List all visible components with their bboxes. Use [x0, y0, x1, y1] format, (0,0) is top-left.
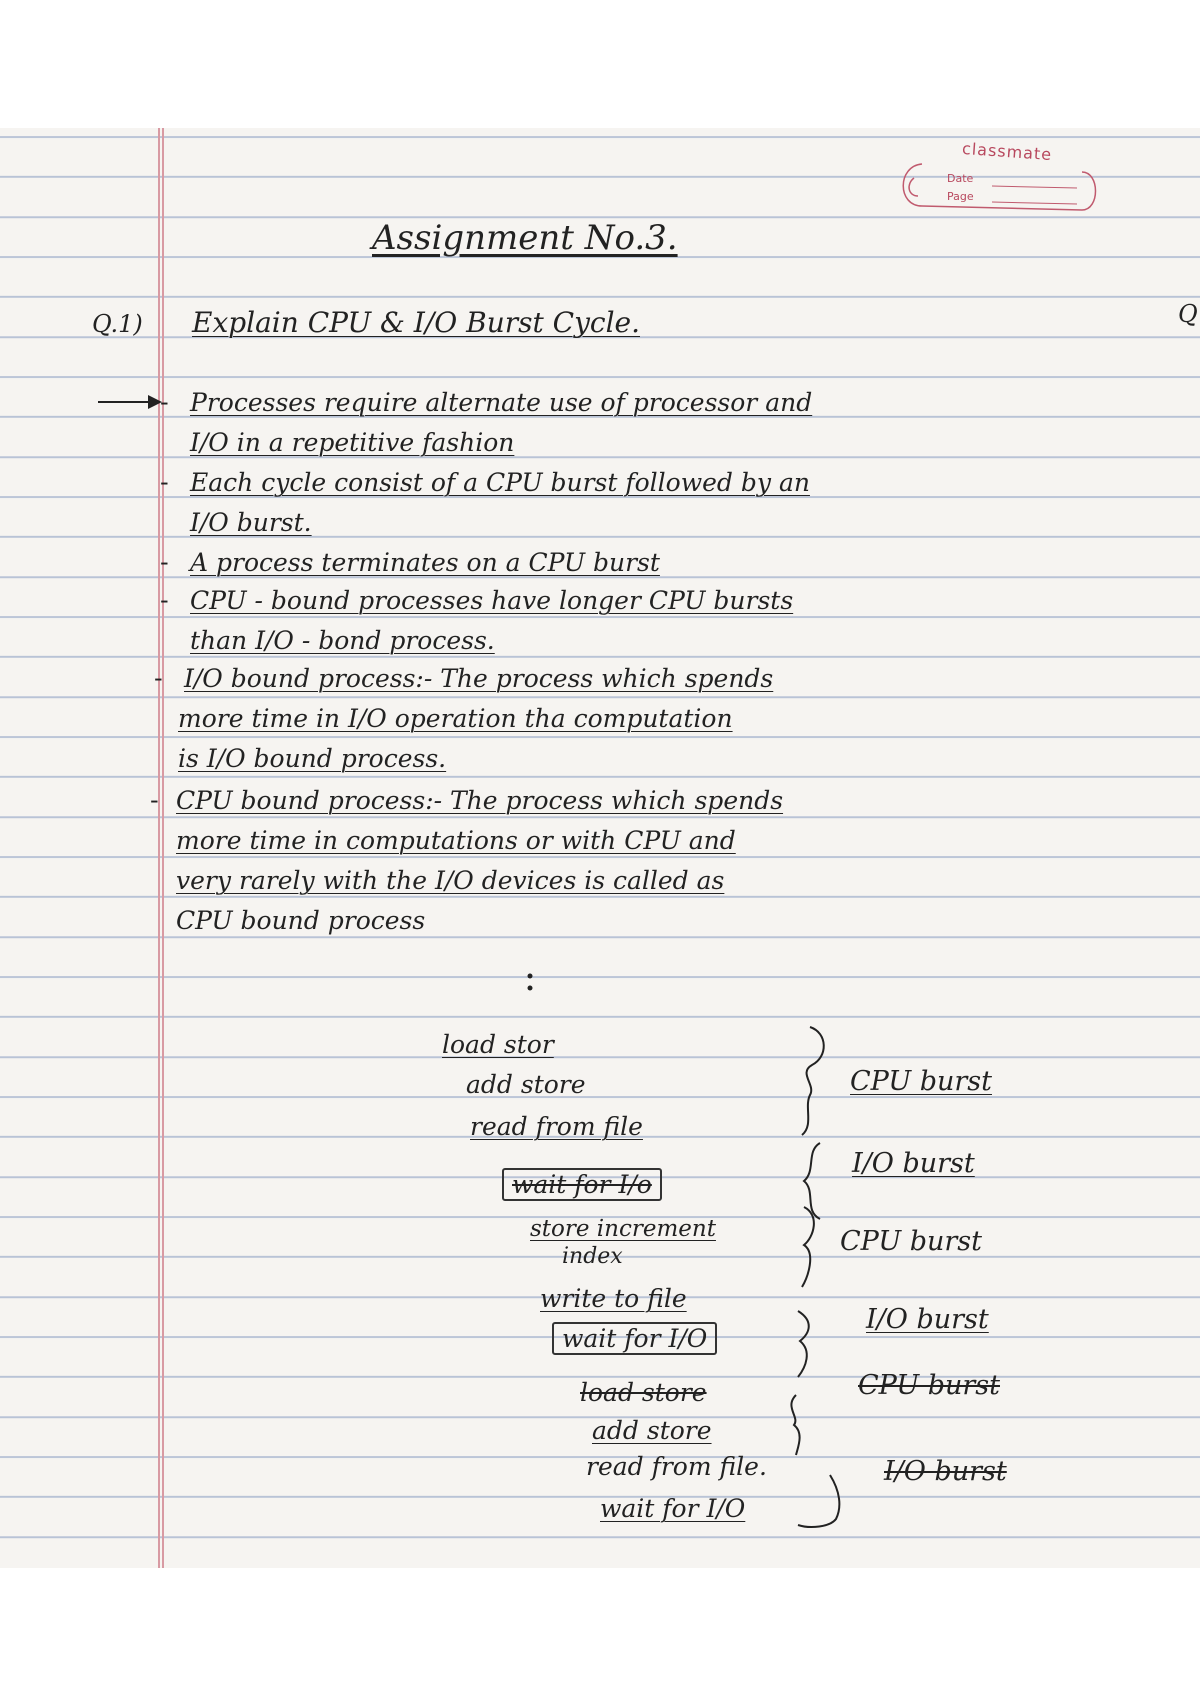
answer-line: Each cycle consist of a CPU burst followed by an [190, 468, 810, 497]
bullet-dash: - [160, 468, 169, 496]
bullet-dash: - [160, 586, 169, 614]
question-number: Q.1) [92, 310, 143, 338]
instruction-wait-box: wait for I/o [502, 1168, 662, 1201]
bullet-dash: - [160, 548, 169, 576]
bullet-dash: - [160, 388, 169, 416]
burst-label: I/O burst [884, 1456, 1007, 1487]
answer-line: is I/O bound process. [178, 744, 447, 773]
next-question-marker: Q [1178, 300, 1198, 328]
instruction-line: read from file [470, 1112, 643, 1141]
margin-line [158, 128, 164, 1568]
answer-line: A process terminates on a CPU burst [190, 548, 660, 577]
instruction-line: add store [466, 1070, 586, 1099]
ellipsis-dots-icon [524, 970, 536, 1000]
instruction-line: read from file. [586, 1452, 767, 1481]
page-title: Assignment No.3. [372, 218, 678, 258]
answer-line: Processes require alternate use of processor and [190, 388, 813, 417]
page-label: Page [947, 190, 974, 203]
burst-label: CPU burst [850, 1066, 992, 1097]
bullet-dash: - [150, 786, 159, 814]
instruction-line: write to file [540, 1284, 687, 1313]
header-ornament-icon [892, 156, 1102, 216]
answer-line: CPU bound process [176, 906, 426, 935]
answer-line: CPU - bound processes have longer CPU bursts [190, 586, 794, 615]
burst-label: CPU burst [858, 1370, 1000, 1401]
answer-line: I/O in a repetitive fashion [190, 428, 515, 457]
notebook-header [892, 138, 1102, 222]
answer-line: CPU bound process:- The process which spends [176, 786, 784, 815]
arrow-icon [98, 392, 168, 412]
answer-line: I/O burst. [190, 508, 312, 537]
brand-logo: classmate [961, 138, 1053, 165]
instruction-line: store increment [530, 1216, 716, 1242]
date-label: Date [947, 172, 974, 185]
question-text: Explain CPU & I/O Burst Cycle. [192, 306, 640, 339]
instruction-line: index [562, 1244, 623, 1269]
instruction-line: load store [580, 1378, 707, 1407]
instruction-line: wait for I/O [600, 1494, 746, 1523]
bullet-dash: - [154, 664, 163, 692]
answer-line: more time in computations or with CPU and [176, 826, 736, 855]
burst-label: I/O burst [852, 1148, 975, 1179]
instruction-line: load stor [442, 1030, 554, 1059]
instruction-wait-box: wait for I/O [552, 1322, 717, 1355]
burst-label: I/O burst [866, 1304, 989, 1335]
burst-label: CPU burst [840, 1226, 982, 1257]
answer-line: I/O bound process:- The process which spends [184, 664, 774, 693]
answer-line: very rarely with the I/O devices is called as [176, 866, 725, 895]
instruction-line: add store [592, 1416, 712, 1445]
answer-line: more time in I/O operation tha computation [178, 704, 733, 733]
answer-line: than I/O - bond process. [190, 626, 495, 655]
